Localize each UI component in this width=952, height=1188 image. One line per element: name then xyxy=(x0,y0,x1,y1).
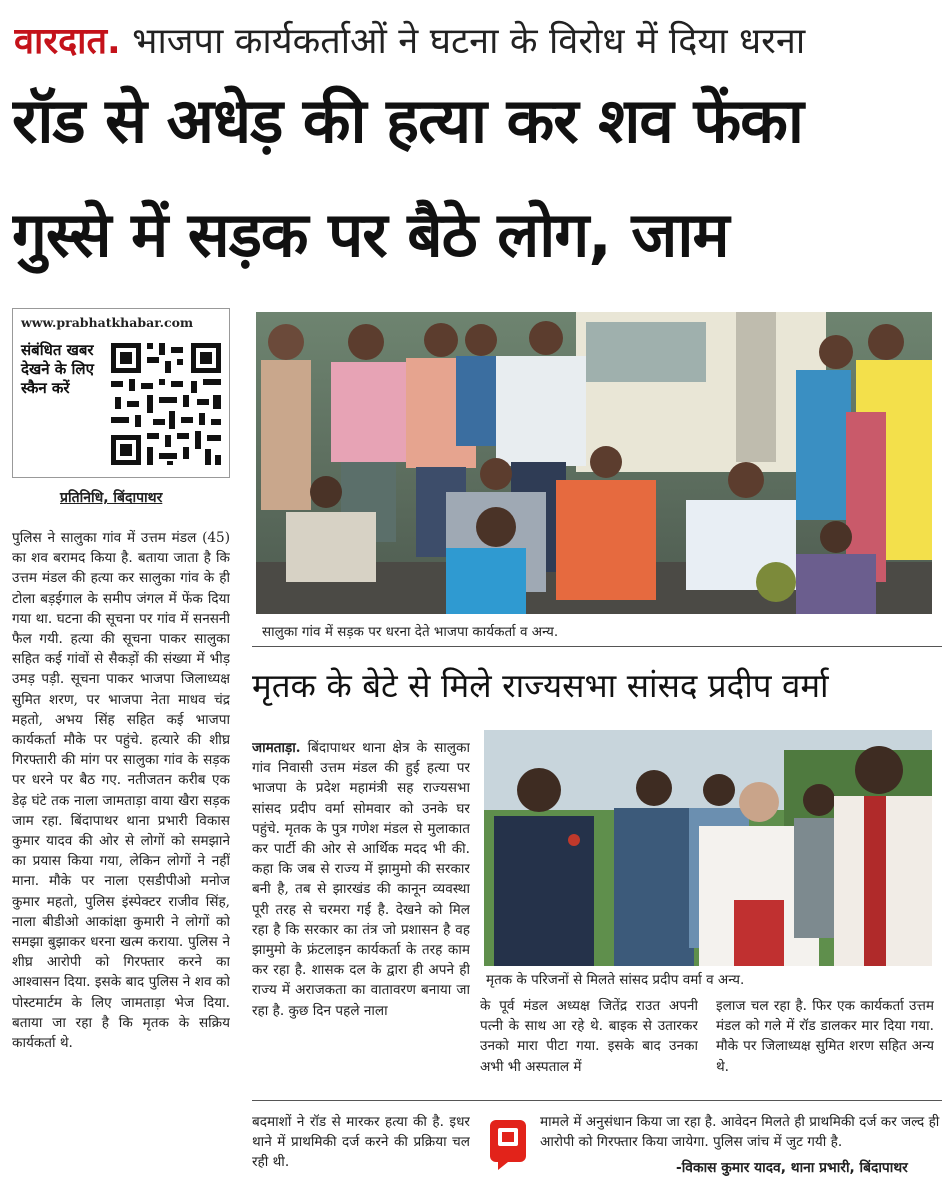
kicker-tag: वारदात. xyxy=(14,21,121,62)
prabhat-khabar-logo-icon xyxy=(486,1116,530,1170)
story2-bottom: बदमाशों ने रॉड से मारकर हत्या की है. इधर थाने में प्राथमिकी दर्ज करने की प्रक्रिया चल रही थी. xyxy=(252,1114,470,1171)
meeting-photo xyxy=(484,730,932,966)
headline-line-1: रॉड से अधेड़ की हत्या कर शव फेंका xyxy=(12,84,803,157)
story1-text: पुलिस ने सालुका गांव में उत्तम मंडल (45) का शव बरामद किया है. बताया जाता है कि उत्तम मंडल की हत्या कर सालुका गांव के ही टोला बड़ईगाल के समीप जंगल में फेंक दिया गया था. घटना की सूचना पर गांव में सनसनी फैल गयी. हत्या की सूचना पाकर सालुका सहित कई गांवों से सैकड़ों की संख्या में भीड़ उमड़ पड़ी. सूचना पाकर भाजपा जिलाध्यक्ष सुमित शरण, पर भाजपा नेता माधव चंद्र महतो, अभय सिंह सहित कई भाजपा कार्यकर्ता मौके पर पहुंचे. हत्यारे की शीघ्र गिरफ्तारी की मांग पर सालुका गांव के सड़क पर धरने पर बैठ गए. नतीजतन करीब एक डेढ़ घंटे तक नाला जामताड़ा वाया खैरा सड़क जाम रहा. बिंदापाथर थाना प्रभारी विकास कुमार यादव की ओर से लोगों को समझाने का प्रयास किया गया, लेकिन लोगों ने नहीं माना. मौके पर नाला एसडीपीओ मनोज कुमार महतो, पुलिस इंस्पेक्टर राजीव सिंह, नाला बीडीओ आकांक्षा कुमारी ने लोगों को समझा बुझाकर धरना खत्म कराया. पुलिस ने शीघ्र आरोपी को गिरफ्तार करने का आश्वासन दिया. इसके बाद पुलिस ने शव को पोस्टमार्टम के लिए जामताड़ा भेज दिया. बताया जा रहा है कि मृतक के सक्रिय कार्यकर्ता थे. xyxy=(12,530,230,1052)
qr-box[interactable] xyxy=(12,308,230,478)
kicker-text: भाजपा कार्यकर्ताओं ने घटना के विरोध में दिया धरना xyxy=(132,21,806,62)
story2-col2: के पूर्व मंडल अध्यक्ष जितेंद्र राउत अपनी पत्नी के साथ आ रहे थे. बाइक से उतारकर उनको मारा पीटा गया. इसके बाद उनका अभी भी अस्पताल में xyxy=(480,998,698,1075)
quote-text: मामले में अनुसंधान किया जा रहा है. आवेदन मिलते ही प्राथमिकी दर्ज कर जल्द ही आरोपी को गिरफ्तार किया जायेगा. पुलिस जांच में जुट गयी है. xyxy=(540,1114,940,1151)
quote-signature: -विकास कुमार यादव, थाना प्रभारी, बिंदापाथर xyxy=(676,1160,908,1176)
qr-label: संबंधित खबर देखने के लिए स्कैन करें xyxy=(21,341,94,397)
story2-dateline: जामताड़ा. xyxy=(252,740,301,756)
protest-photo xyxy=(256,312,932,614)
kicker-line xyxy=(14,20,944,64)
qr-url: www.prabhatkhabar.com xyxy=(21,315,194,330)
protest-photo-image xyxy=(256,312,932,614)
byline: प्रतिनिधि, बिंदापाथर xyxy=(60,490,163,506)
divider xyxy=(252,646,942,647)
story2-col3: इलाज चल रहा है. फिर एक कार्यकर्ता उत्तम मंडल को गले में रॉड डालकर मार दिया गया. मौके पर जिलाध्यक्ष सुमित शरण सहित अन्य थे. xyxy=(716,998,934,1075)
story2-text: बिंदापाथर थाना क्षेत्र के सालुका गांव निवासी उत्तम मंडल की हुई हत्या पर भाजपा के प्रदेश महामंत्री सह राज्यसभा सांसद प्रदीप वर्मा सोमवार को उनके घर पहुंचे. मृतक के पुत्र गणेश मंडल से मुलाकात कर पार्टी की ओर से आर्थिक मदद भी की. कहा कि जब से राज्य में झामुमो की सरकार बनी है, तब से झारखंड की कानून व्यवस्था पूरी तरह से चरमरा गई है. देखने को मिल रहा है कि सरकार का तंत्र जो प्रशासन है वह झामुमो के फ्रंटलाइन कार्यकर्ता के तरह काम कर रहा है. शासक दल के द्वारा ही अपने ही राज्य में अराजकता का वातावरण बनाया जा रहा है. कुछ दिन पहले नाला xyxy=(252,740,470,1019)
story2-column xyxy=(252,738,470,1096)
photo2-caption: मृतक के परिजनों से मिलते सांसद प्रदीप वर्मा व अन्य. xyxy=(486,972,745,988)
qr-code-icon[interactable] xyxy=(107,339,225,469)
headline-line-2: गुस्से में सड़क पर बैठे लोग, जाम xyxy=(12,198,729,271)
bottom-divider xyxy=(252,1100,942,1101)
subhead: मृतक के बेटे से मिले राज्यसभा सांसद प्रदीप वर्मा xyxy=(252,666,829,705)
photo1-caption: सालुका गांव में सड़क पर धरना देते भाजपा कार्यकर्ता व अन्य. xyxy=(262,624,559,640)
meeting-photo-image xyxy=(484,730,932,966)
